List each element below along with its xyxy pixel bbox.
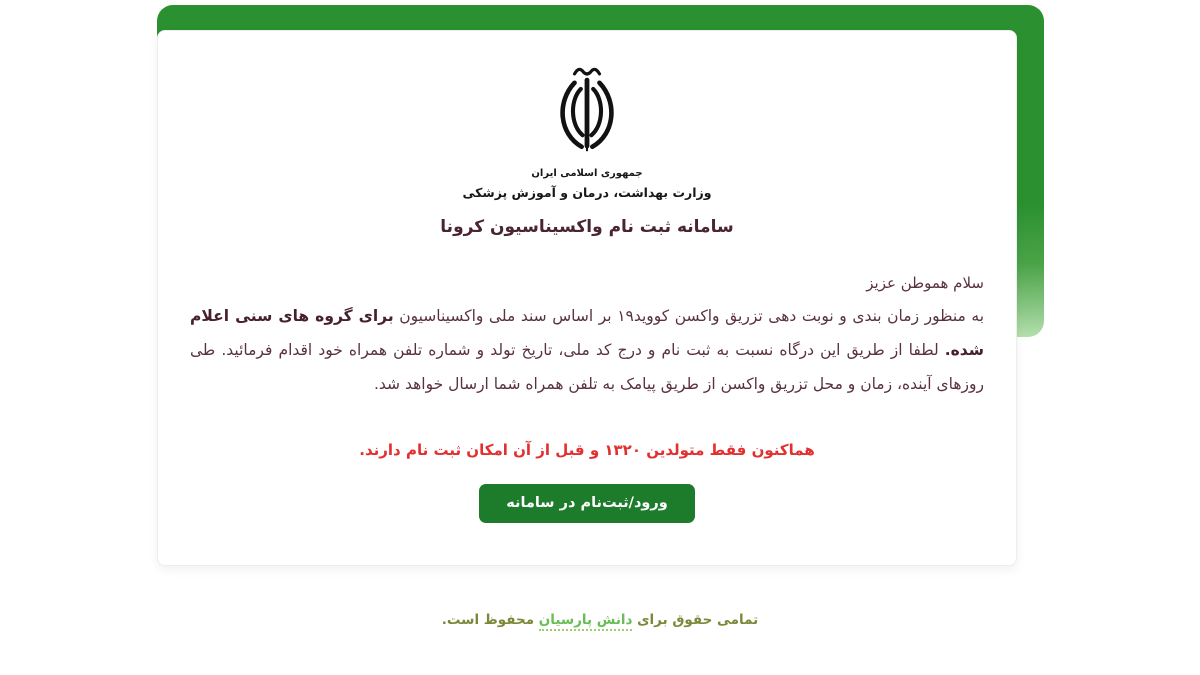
intro-paragraph-part1: به منظور زمان بندی و نوبت دهی تزریق واکسن کووید۱۹ بر اساس سند ملی واکسیناسیون xyxy=(393,307,985,325)
emblem-caption-line2: وزارت بهداشت، درمان و آموزش پزشکی xyxy=(462,185,712,200)
emblem-caption-line1: جمهوری اسلامی ایران xyxy=(531,168,643,179)
footer-link-danesh-parsian[interactable]: دانش پارسیان xyxy=(539,612,633,631)
login-register-button[interactable]: ورود/ثبت‌نام در سامانه xyxy=(479,484,695,523)
age-restriction-warning: هماکنون فقط متولدین ۱۳۲۰ و قبل از آن امکان ثبت نام دارند. xyxy=(359,441,815,459)
intro-paragraph-part2: لطفا از طریق این درگاه نسبت به ثبت نام و درج کد ملی، تاریخ تولد و شماره تلفن همراه خود اقدام فرمائید. طی روزهای آینده، زمان و محل تزریق واکسن از طریق پیامک به تلفن همراه شما ارسال خواهد شد. xyxy=(190,341,984,393)
intro-paragraph-bold: برای گروه های سنی اعلام شده. xyxy=(190,307,984,359)
footer-prefix: تمامی حقوق برای xyxy=(632,612,759,628)
emblem-block xyxy=(184,65,990,201)
iran-coat-of-arms-icon xyxy=(541,65,633,161)
footer-suffix: محفوظ است. xyxy=(441,612,539,628)
registration-card xyxy=(157,30,1017,566)
intro-paragraph xyxy=(190,299,984,401)
greeting-text: سلام هموطن عزیز xyxy=(866,274,984,292)
cta-row xyxy=(184,484,990,523)
footer-copyright xyxy=(0,610,1200,630)
page-title: سامانه ثبت نام واکسیناسیون کرونا xyxy=(440,217,734,237)
